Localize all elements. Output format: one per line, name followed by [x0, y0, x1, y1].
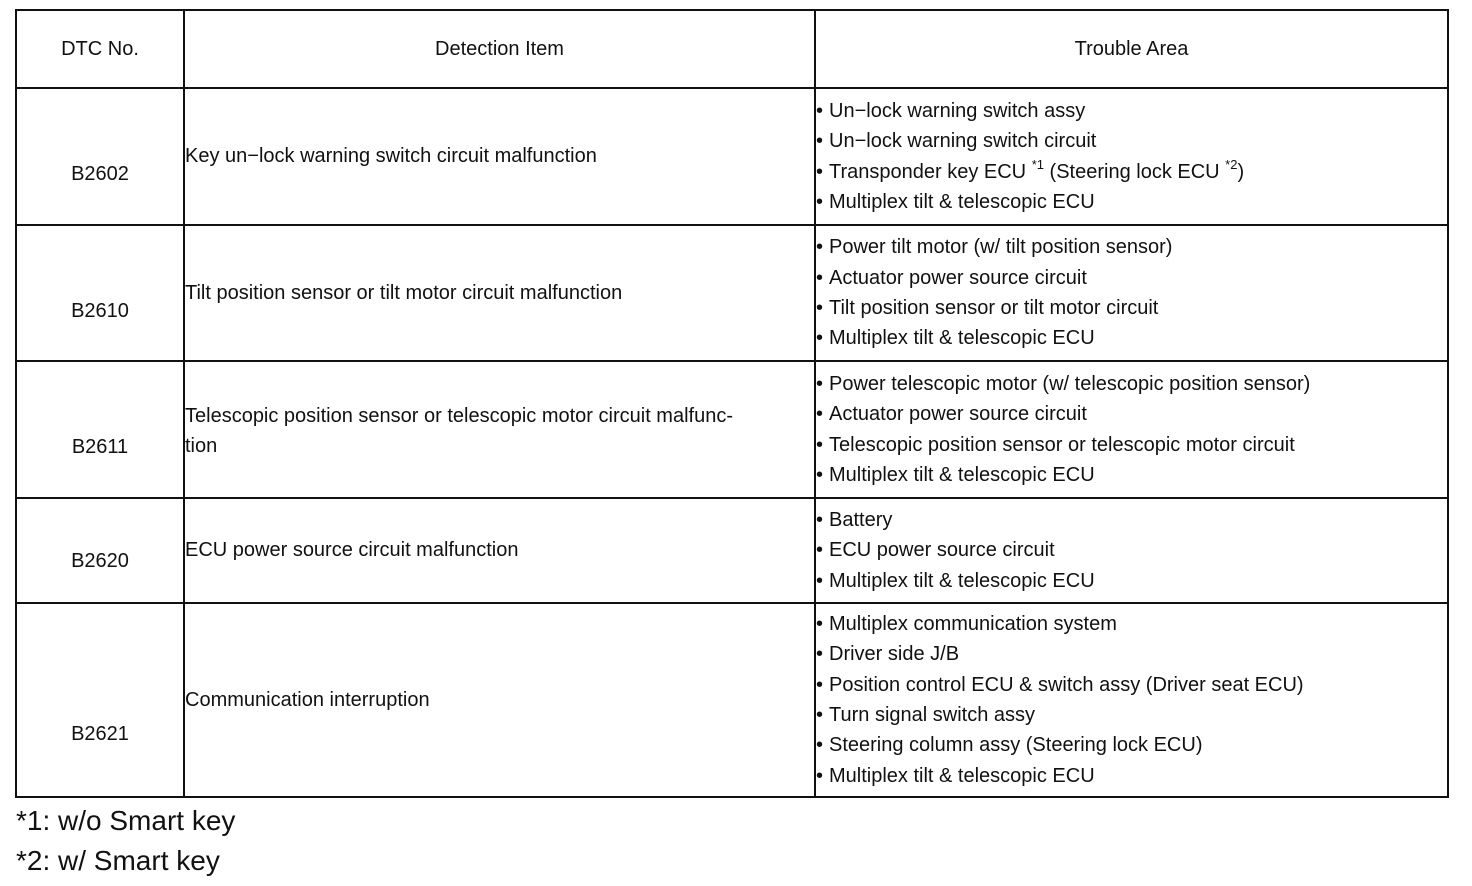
list-item: • Telescopic position sensor or telescopic motor circuit: [816, 433, 1295, 456]
list-item: • Un−lock warning switch assy: [816, 99, 1086, 122]
list-item: • Turn signal switch assy: [816, 704, 1035, 726]
dtc-code: B2611: [16, 361, 184, 498]
list-item: • Power tilt motor (w/ tilt position sensor): [816, 236, 1173, 259]
list-item: • Multiplex communication system: [816, 613, 1117, 636]
detection-item: Tilt position sensor or tilt motor circuit malfunction: [184, 225, 815, 361]
header-detection-item: Detection Item: [184, 10, 815, 88]
trouble-area: [815, 498, 1448, 603]
footnote-2: *2: w/ Smart key: [16, 845, 220, 876]
footnote-1: *1: w/o Smart key: [16, 805, 236, 836]
list-item: • Un−lock warning switch circuit: [816, 130, 1097, 153]
footnotes: [16, 801, 235, 881]
list-item: • Steering column assy (Steering lock ECU): [816, 734, 1203, 757]
table-row: [16, 498, 1448, 603]
table-row: [16, 225, 1448, 361]
list-item: • Position control ECU & switch assy (Driver seat ECU): [816, 673, 1304, 696]
trouble-area: [815, 603, 1448, 797]
footnote-ref: *2: [1225, 156, 1238, 172]
list-item: • Multiplex tilt & telescopic ECU: [816, 569, 1095, 592]
list-item: • Multiplex tilt & telescopic ECU: [816, 764, 1095, 787]
table-header-row: [16, 10, 1448, 88]
detection-item: ECU power source circuit malfunction: [184, 498, 815, 603]
header-trouble-area: Trouble Area: [815, 10, 1448, 88]
list-item: • ECU power source circuit: [816, 539, 1055, 562]
list-item: • Power telescopic motor (w/ telescopic position sensor): [816, 372, 1311, 395]
header-dtc-no: DTC No.: [16, 10, 184, 88]
trouble-area: [815, 88, 1448, 225]
list-item: • Multiplex tilt & telescopic ECU: [816, 463, 1095, 486]
table-row: [16, 603, 1448, 797]
list-item: • Battery: [816, 509, 893, 532]
trouble-area: [815, 225, 1448, 361]
dtc-code: B2620: [16, 498, 184, 603]
dtc-table: [15, 9, 1449, 798]
detection-item: Telescopic position sensor or telescopic motor circuit malfunc- tion: [184, 361, 815, 498]
list-item: • Driver side J/B: [816, 643, 960, 666]
list-item: • Transponder key ECU $^{*1}$ (Steering lock ECU $^{*2}$): [816, 156, 1245, 183]
detection-item: Communication interruption: [184, 603, 815, 797]
list-item: • Multiplex tilt & telescopic ECU: [816, 327, 1095, 350]
dtc-code: B2621: [16, 603, 184, 797]
list-item: • Tilt position sensor or tilt motor circuit: [816, 297, 1159, 319]
table-row: [16, 361, 1448, 498]
footnote-ref: *1: [1031, 156, 1044, 172]
detection-item: Key un−lock warning switch circuit malfunction: [184, 88, 815, 225]
list-item: • Multiplex tilt & telescopic ECU: [816, 190, 1095, 213]
table-row: [16, 88, 1448, 225]
list-item: • Actuator power source circuit: [816, 266, 1087, 289]
dtc-code: B2602: [16, 88, 184, 225]
list-item: • Actuator power source circuit: [816, 403, 1087, 426]
trouble-area: [815, 361, 1448, 498]
dtc-code: B2610: [16, 225, 184, 361]
